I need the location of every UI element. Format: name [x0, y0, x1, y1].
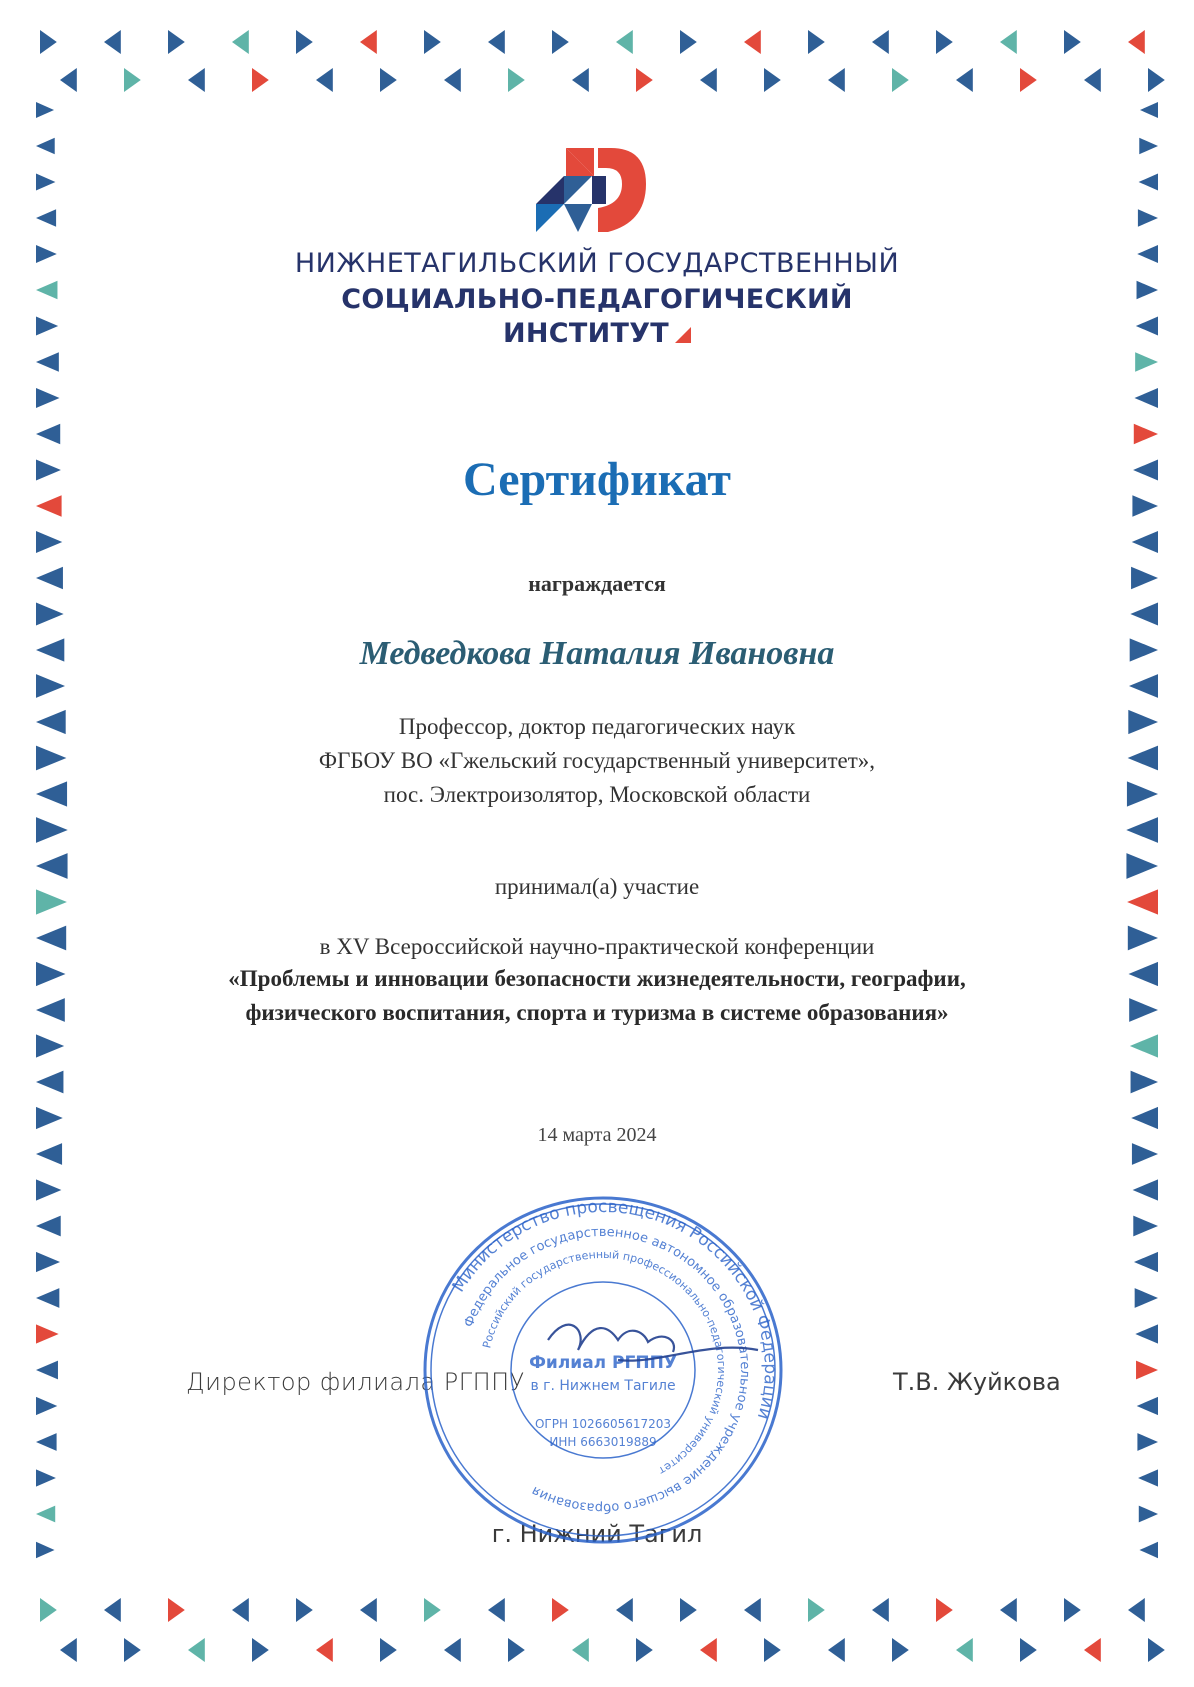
border-triangle-icon: [1134, 388, 1158, 408]
border-triangle-icon: [36, 1071, 63, 1094]
institute-logo-icon: [536, 148, 646, 232]
recipient-position-line3: пос. Электроизолятор, Московской области: [383, 782, 811, 807]
border-triangle-icon: [1137, 1397, 1158, 1415]
border-triangle-icon: [36, 424, 60, 444]
border-triangle-icon: [36, 674, 65, 698]
institute-name-line2: СОЦИАЛЬНО-ПЕДАГОГИЧЕСКИЙ: [341, 284, 853, 315]
border-triangle-icon: [36, 1179, 61, 1200]
border-triangle-icon: [956, 1638, 973, 1662]
border-triangle-icon: [1137, 1433, 1158, 1451]
border-triangle-icon: [232, 1598, 249, 1622]
border-triangle-icon: [1000, 1598, 1017, 1622]
conference-line2: «Проблемы и инновации безопасности жизнедеятельности, географии,: [228, 966, 966, 991]
red-triangle-icon: [675, 327, 691, 343]
border-triangle-icon: [36, 603, 64, 626]
seal-center-line2: в г. Нижнем Тагиле: [530, 1378, 676, 1394]
institute-name-line3: [0, 318, 1194, 349]
border-triangle-icon: [36, 1469, 56, 1486]
border-triangle-icon: [424, 1598, 441, 1622]
border-triangle-icon: [36, 1288, 59, 1308]
border-triangle-icon: [252, 1638, 269, 1662]
border-triangle-icon: [36, 1034, 64, 1057]
border-triangle-icon: [744, 1598, 761, 1622]
border-triangle-icon: [1132, 531, 1158, 553]
border-triangle-icon: [36, 1433, 57, 1451]
border-triangle-icon: [1138, 1469, 1158, 1486]
border-triangle-icon: [316, 1638, 333, 1662]
border-triangle-icon: [680, 1598, 697, 1622]
border-triangle-icon: [572, 1638, 589, 1662]
recipient-position-line1: Профессор, доктор педагогических наук: [398, 714, 796, 739]
border-triangle-icon: [1131, 1071, 1158, 1094]
border-triangle-icon: [124, 1638, 141, 1662]
seal-inner-text: Российский государственный профессионально-педагогический университет: [480, 1247, 729, 1478]
border-triangle-icon: [872, 1598, 889, 1622]
institute-name-line1: НИЖНЕТАГИЛЬСКИЙ ГОСУДАРСТВЕННЫЙ: [294, 248, 900, 279]
border-triangle-icon: [1084, 1638, 1101, 1662]
border-triangle-icon: [1133, 1216, 1158, 1237]
border-triangle-icon: [104, 1598, 121, 1622]
border-triangle-icon: [60, 1638, 77, 1662]
border-triangle-icon: [36, 531, 62, 553]
border-triangle-icon: [508, 1638, 525, 1662]
border-triangle-icon: [488, 1598, 505, 1622]
seal-center-line1: Филиал РГППУ: [529, 1353, 677, 1373]
signatory-name: Т.В. Жуйкова: [893, 1368, 1061, 1396]
certificate-title: Сертификат: [463, 453, 731, 506]
awarded-label: награждается: [528, 571, 666, 596]
conference-line1: в XV Всероссийской научно-практической конференции: [319, 934, 875, 959]
border-triangle-icon: [808, 1598, 825, 1622]
border-triangle-icon: [892, 1638, 909, 1662]
recipient-position-line2: ФГБОУ ВО «Гжельский государственный университет»,: [318, 748, 876, 773]
border-triangle-icon: [1020, 1638, 1037, 1662]
certificate-date: 14 марта 2024: [537, 1124, 657, 1146]
border-triangle-icon: [1064, 1598, 1081, 1622]
signatory-role: Директор филиала РГППУ: [186, 1368, 525, 1396]
border-triangle-icon: [828, 1638, 845, 1662]
border-triangle-icon: [1130, 603, 1158, 626]
border-triangle-icon: [1134, 1252, 1158, 1272]
border-triangle-icon: [36, 1324, 59, 1343]
participation-label: принимал(а) участие: [494, 874, 700, 899]
border-triangle-icon: [188, 1638, 205, 1662]
border-triangle-icon: [360, 1598, 377, 1622]
border-triangle-icon: [1126, 817, 1158, 843]
border-triangle-icon: [40, 1598, 57, 1622]
border-triangle-icon: [444, 1638, 461, 1662]
border-triangle-icon: [36, 817, 68, 843]
border-triangle-icon: [1134, 424, 1158, 444]
border-triangle-icon: [1135, 1288, 1158, 1308]
border-triangle-icon: [1136, 1361, 1158, 1380]
border-triangle-icon: [636, 1638, 653, 1662]
border-triangle-icon: [380, 1638, 397, 1662]
border-triangle-icon: [296, 1598, 313, 1622]
border-triangle-icon: [936, 1598, 953, 1622]
conference-line3: физического воспитания, спорта и туризма в системе образования»: [245, 1000, 949, 1025]
border-triangle-icon: [1128, 1598, 1145, 1622]
official-seal: [418, 1190, 788, 1550]
border-triangle-icon: [1133, 1179, 1158, 1200]
seal-inn: ИНН 6663019889: [549, 1435, 657, 1449]
seal-middle-text: Федеральное государственное автономное образовательное учреждение высшего образования: [461, 1224, 753, 1516]
seal-outer-text: Министерство просвещения Российской Федерации: [448, 1196, 781, 1422]
border-triangle-icon: [1130, 1034, 1158, 1057]
border-triangle-icon: [168, 1598, 185, 1622]
border-triangle-icon: [1148, 1638, 1165, 1662]
border-triangle-icon: [36, 1252, 60, 1272]
institute-name-line3-text: ИНСТИТУТ: [502, 318, 670, 349]
border-triangle-icon: [1135, 1324, 1158, 1343]
recipient-name: Медведкова Наталия Ивановна: [359, 635, 835, 672]
border-triangle-icon: [764, 1638, 781, 1662]
border-triangle-icon: [552, 1598, 569, 1622]
city-label: г. Нижний Тагил: [491, 1520, 703, 1548]
border-triangle-icon: [700, 1638, 717, 1662]
seal-ogrn: ОГРН 1026605617203: [534, 1417, 672, 1431]
border-triangle-icon: [36, 388, 60, 408]
border-triangle-icon: [36, 1361, 58, 1380]
border-triangle-icon: [36, 1216, 61, 1237]
institute-header: [0, 0, 1194, 360]
border-triangle-icon: [616, 1598, 633, 1622]
border-triangle-icon: [36, 1397, 57, 1415]
border-triangle-icon: [1129, 674, 1158, 698]
